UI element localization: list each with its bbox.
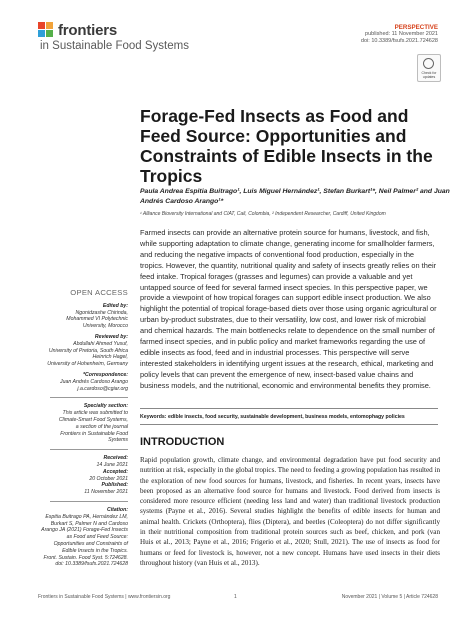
footer-journal[interactable]: Frontiers in Sustainable Food Systems | www.frontiersin.org xyxy=(38,594,171,600)
citation-line: Opportunities and Constraints of xyxy=(53,540,128,547)
reviewer-line: Heinrich Hagel, xyxy=(92,354,128,361)
citation-line: Front. Sustain. Food Syst. 5:724628. xyxy=(43,554,128,561)
journal-name: in Sustainable Food Systems xyxy=(40,40,189,52)
correspondence-label: *Correspondence: xyxy=(83,371,128,378)
specialty-line: Frontiers in Sustainable Food Systems xyxy=(60,430,128,444)
published-label: Published: xyxy=(101,482,128,489)
received-date: 14 June 2021 xyxy=(96,461,128,468)
reviewed-by-label: Reviewed by: xyxy=(94,333,128,340)
sidebar-divider xyxy=(50,501,128,502)
citation-line: Edible Insects in the Tropics. xyxy=(62,547,128,554)
keywords-bottom-divider xyxy=(140,424,438,425)
abstract: Farmed insects can provide an alternative protein source for humans, livestock, and fish, while supporting adaptation to climate change, generating income for smallholder farmers, and reducing the negative impacts of conventional food production, especially in the tropics. However, the quantity, nutritional quality and safety of insects greatly relies on their feed intake. Tropical forages (grasses and legumes) can provide a valuable and yet untapped source of feed for several farmed insect species. In this perspective paper, we provide a viewpoint of how tropical forages can support edible insect production. We also highlight the potential of tropical forage-based diets over those using organic agricultural or urban by-product substrates, due to their versatility, low cost, and lower risk of microbial and chemical hazards. The main bottlenecks relate to dependence on the small number of farmed insect species, and in public policy and market frameworks regarding the use of edible insects as food, feed and in industrial processes. This perspective will serve interested stakeholders in identifying urgent issues at the research, ethical, marketing and policy levels that can prevent the emergence of new, insect-based value chains and business models, and the nutritional, economic and environmental benefits they promise. xyxy=(140,228,437,390)
sidebar-divider xyxy=(50,449,128,450)
journal-brand: frontiers xyxy=(58,22,118,39)
author-list: Paula Andrea Espitia Buitrago¹, Luis Miguel Hernández¹, Stefan Burkart¹*, Neil Palmer² and Juan Andrés Cardoso Arango¹* xyxy=(140,188,450,205)
correspondence-name: Juan Andrés Cardoso Arango xyxy=(60,378,128,385)
keywords-top-divider xyxy=(140,408,438,409)
article-title: Forage-Fed Insects as Food and Feed Source: Opportunities and Constraints of Edible Insects in the Tropics xyxy=(140,106,433,186)
article-type: PERSPECTIVE xyxy=(394,24,438,31)
edited-by-label: Edited by: xyxy=(102,302,128,309)
citation-line: doi: 10.3389/fsufs.2021.724628 xyxy=(55,561,128,568)
citation-line: Burkart S, Palmer N and Cardoso xyxy=(50,520,128,527)
article-info-sidebar xyxy=(40,290,128,568)
citation-line: Espitia Buitrago PA, Hernández LM, xyxy=(45,513,128,520)
reviewer-line: University of Hohenheim, Germany xyxy=(47,361,128,368)
frontiers-logo-icon xyxy=(38,22,54,38)
specialty-line: Climate-Smart Food Systems, xyxy=(58,416,128,423)
accepted-date: 20 October 2021 xyxy=(89,475,128,482)
update-icon xyxy=(423,58,434,69)
sidebar-divider xyxy=(50,397,128,398)
editor-line: Ngonidzashe Chirinda, xyxy=(75,309,128,316)
keywords: Keywords: edible insects, food security, sustainable development, business models, entomophagy policies xyxy=(140,414,405,420)
citation-line: Arango JA (2021) Forage-Fed Insects xyxy=(41,527,128,534)
citation-line: as Food and Feed Source: xyxy=(66,534,128,541)
specialty-section-label: Specialty section: xyxy=(83,403,128,410)
published-date: 11 November 2021 xyxy=(84,489,128,496)
introduction-heading: INTRODUCTION xyxy=(140,436,225,448)
article-header-meta xyxy=(361,24,438,45)
published-line: published: 11 November 2021 xyxy=(365,31,438,37)
editor-line: University, Morocco xyxy=(82,323,128,330)
received-label: Received: xyxy=(103,455,128,462)
check-for-updates-label: Check for updates xyxy=(421,71,437,79)
footer-issue: November 2021 | Volume 5 | Article 724628 xyxy=(341,594,438,600)
accepted-label: Accepted: xyxy=(102,468,128,475)
reviewer-line: University of Pretoria, South Africa xyxy=(48,347,128,354)
editor-line: Mohammed VI Polytechnic xyxy=(66,316,128,323)
citation-label: Citation: xyxy=(106,506,128,513)
check-for-updates-badge[interactable] xyxy=(417,54,441,82)
specialty-line: a section of the journal xyxy=(75,423,128,430)
affiliations: ¹ Alliance Bioversity International and CIAT, Cali, Colombia, ² Independent Researcher, Cardiff, United Kingdom xyxy=(140,211,386,217)
open-access-label: OPEN ACCESS xyxy=(70,288,128,297)
specialty-line: This article was submitted to xyxy=(62,410,128,417)
page-number: 1 xyxy=(234,594,237,600)
reviewer-line: Abdullahi Ahmed Yusuf, xyxy=(73,340,128,347)
correspondence-email[interactable]: j.a.cardoso@cgiar.org xyxy=(77,385,128,392)
doi-line[interactable]: doi: 10.3389/fsufs.2021.724628 xyxy=(360,38,438,44)
introduction-body: Rapid population growth, climate change, and environmental degradation have put food security and nutrition at risk, especially in the global tropics. The need to feeding a growing population has resulted in the exploration of new food sources for humans, livestock, and fisheries. In recent years, insects have been proposed as an alternative food source for humans and livestock. Food derived from insects is considered more resource efficient (needing less land and water) than traditional livestock production systems (Payne et al., 2016). Several studies highlight the benefits of edible insects for human and animal health. Crickets (Orthoptera), flies (Diptera), and beetles (Coleoptera) do not differ significantly in their nutritional composition from traditional protein sources such as beef, chicken, and pork (van Huis et al., 2013; Payne et al., 2016; Frigerio et al., 2020; Stull, 2021). The use of insects as food for humans or feed for livestock is, however, not a new concept. Humans have used insects in their diets throughout history (van Huis et al., 2013). xyxy=(140,456,440,567)
